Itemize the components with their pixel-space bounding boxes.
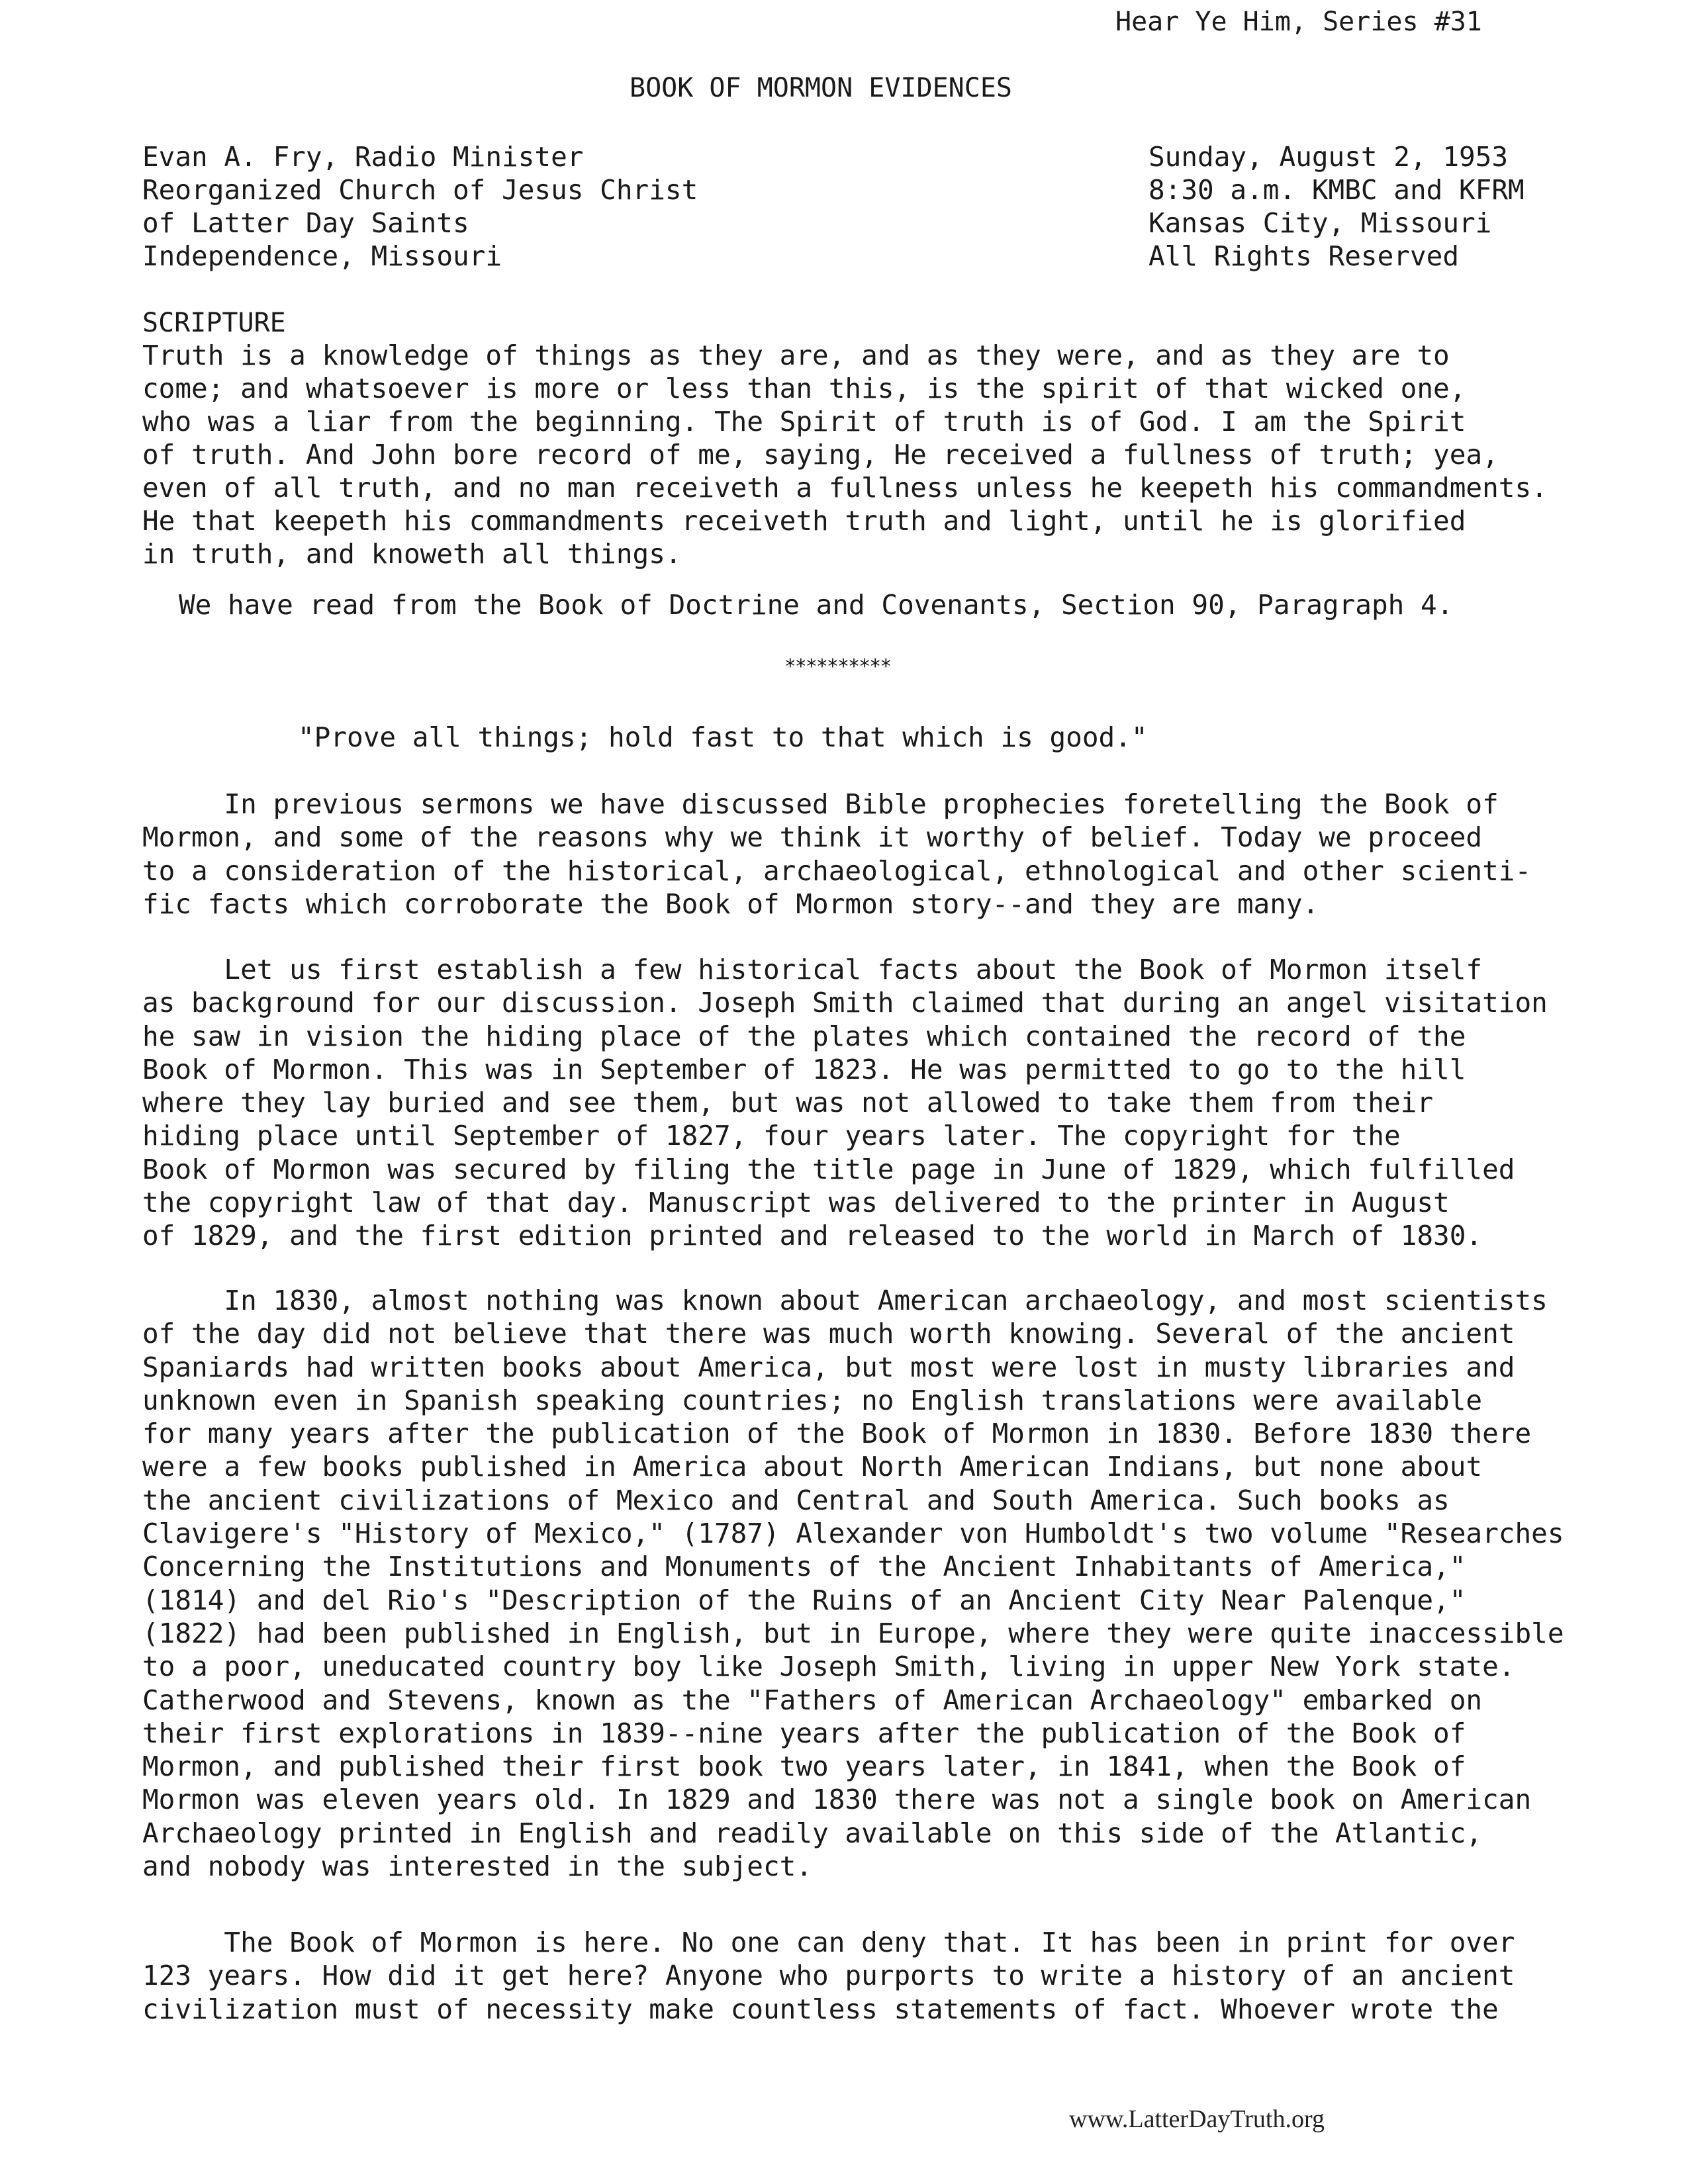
text-line: Clavigere's "History of Mexico," (1787) Alexander von Humboldt's two volume "Researches [142,1518,1564,1550]
text-line: Let us first establish a few historical facts about the Book of Mormon itself [142,954,1483,985]
broadcast-line: Kansas City, Missouri [1149,207,1492,239]
text-line: the copyright law of that day. Manuscript was delivered to the printer in August [142,1187,1450,1219]
document-title: BOOK OF MORMON EVIDENCES [630,73,1012,103]
text-line: where they lay buried and see them, but was not allowed to take them from their [142,1087,1434,1119]
broadcast-line: Sunday, August 2, 1953 [1149,141,1509,173]
scripture-line: He that keepeth his commandments receiveth truth and light, until he is glorified [142,505,1466,537]
broadcast-line: All Rights Reserved [1149,240,1459,272]
author-line: Independence, Missouri [142,240,502,272]
text-line: for many years after the publication of the Book of Mormon in 1830. Before 1830 there [142,1418,1532,1450]
author-info-block [142,140,698,273]
website-footer: www.LatterDayTruth.org [1069,2105,1325,2133]
text-line: 123 years. How did it get here? Anyone who purports to write a history of an ancient [142,1960,1515,1992]
paragraph [142,1926,1515,2026]
text-line: The Book of Mormon is here. No one can deny that. It has been in print for over [142,1927,1515,1958]
scripture-heading: SCRIPTURE [142,308,286,338]
text-line: Book of Mormon was secured by filing the title page in June of 1829, which fulfilled [142,1153,1515,1185]
text-line: as background for our discussion. Joseph Smith claimed that during an angel visitation [142,987,1548,1019]
paragraph [142,953,1548,1253]
text-line: Mormon was eleven years old. In 1829 and 1830 there was not a single book on American [142,1784,1532,1816]
sermon-quote: "Prove all things; hold fast to that which is good." [298,721,1148,753]
text-line: hiding place until September of 1827, four years later. The copyright for the [142,1120,1401,1152]
text-line: fic facts which corroborate the Book of Mormon story--and they are many. [142,887,1319,920]
text-line: to a poor, uneducated country boy like Joseph Smith, living in upper New York state. [142,1651,1515,1683]
scripture-reference: We have read from the Book of Doctrine and Covenants, Section 90, Paragraph 4. [179,589,1454,621]
text-line: Spaniards had written books about America, but most were lost in musty libraries and [142,1351,1515,1383]
broadcast-info-block [1149,140,1524,273]
scripture-line: of truth. And John bore record of me, saying, He received a fullness of truth; yea, [142,439,1499,471]
section-separator: ********** [784,655,891,678]
scripture-line: even of all truth, and no man receiveth a fullness unless he keepeth his commandments. [142,472,1548,504]
text-line: the ancient civilizations of Mexico and Central and South America. Such books as [142,1484,1450,1516]
scripture-line: who was a liar from the beginning. The Spirit of truth is of God. I am the Spirit [142,406,1466,437]
text-line: In 1830, almost nothing was known about American archaeology, and most scientists [142,1285,1548,1316]
series-label: Hear Ye Him, Series #31 [1115,7,1482,37]
text-line: Concerning the Institutions and Monuments of the Ancient Inhabitants of America," [142,1551,1466,1583]
text-line: In previous sermons we have discussed Bible prophecies foretelling the Book of [142,788,1499,820]
text-line: he saw in vision the hiding place of the plates which contained the record of the [142,1020,1466,1052]
text-line: Mormon, and published their first book two years later, in 1841, when the Book of [142,1751,1466,1783]
broadcast-line: 8:30 a.m. KMBC and KFRM [1149,174,1524,206]
text-line: were a few books published in America about North American Indians, but none about [142,1451,1483,1483]
text-line: Archaeology printed in English and readily available on this side of the Atlantic, [142,1817,1483,1849]
paragraph [142,788,1531,921]
text-line: to a consideration of the historical, archaeological, ethnological and other scienti- [142,854,1532,887]
text-line: (1814) and del Rio's "Description of the Ruins of an Ancient City Near Palenque," [142,1584,1466,1616]
text-line: civilization must of necessity make countless statements of fact. Whoever wrote the [142,1993,1499,2025]
text-line: of 1829, and the first edition printed and released to the world in March of 1830. [142,1220,1483,1252]
text-line: of the day did not believe that there was much worth knowing. Several of the ancient [142,1318,1515,1350]
text-line: Catherwood and Stevens, known as the "Fathers of American Archaeology" embarked on [142,1684,1483,1716]
author-line: Reorganized Church of Jesus Christ [142,174,698,206]
author-line: Evan A. Fry, Radio Minister [142,141,584,173]
scripture-line: Truth is a knowledge of things as they are, and as they were, and as they are to [142,340,1450,371]
scripture-line: in truth, and knoweth all things. [142,538,682,570]
text-line: Book of Mormon. This was in September of 1823. He was permitted to go to the hill [142,1053,1466,1085]
author-line: of Latter Day Saints [142,207,469,239]
text-line: their first explorations in 1839--nine years after the publication of the Book of [142,1717,1466,1749]
text-line: (1822) had been published in English, but in Europe, where they were quite inaccessible [142,1617,1564,1649]
text-line: Mormon, and some of the reasons why we think it worthy of belief. Today we proceed [142,821,1483,854]
scripture-line: come; and whatsoever is more or less than this, is the spirit of that wicked one, [142,373,1466,404]
scripture-text [142,339,1548,570]
text-line: and nobody was interested in the subject. [142,1850,813,1883]
text-line: unknown even in Spanish speaking countries; no English translations were available [142,1384,1483,1416]
paragraph [142,1284,1564,1883]
